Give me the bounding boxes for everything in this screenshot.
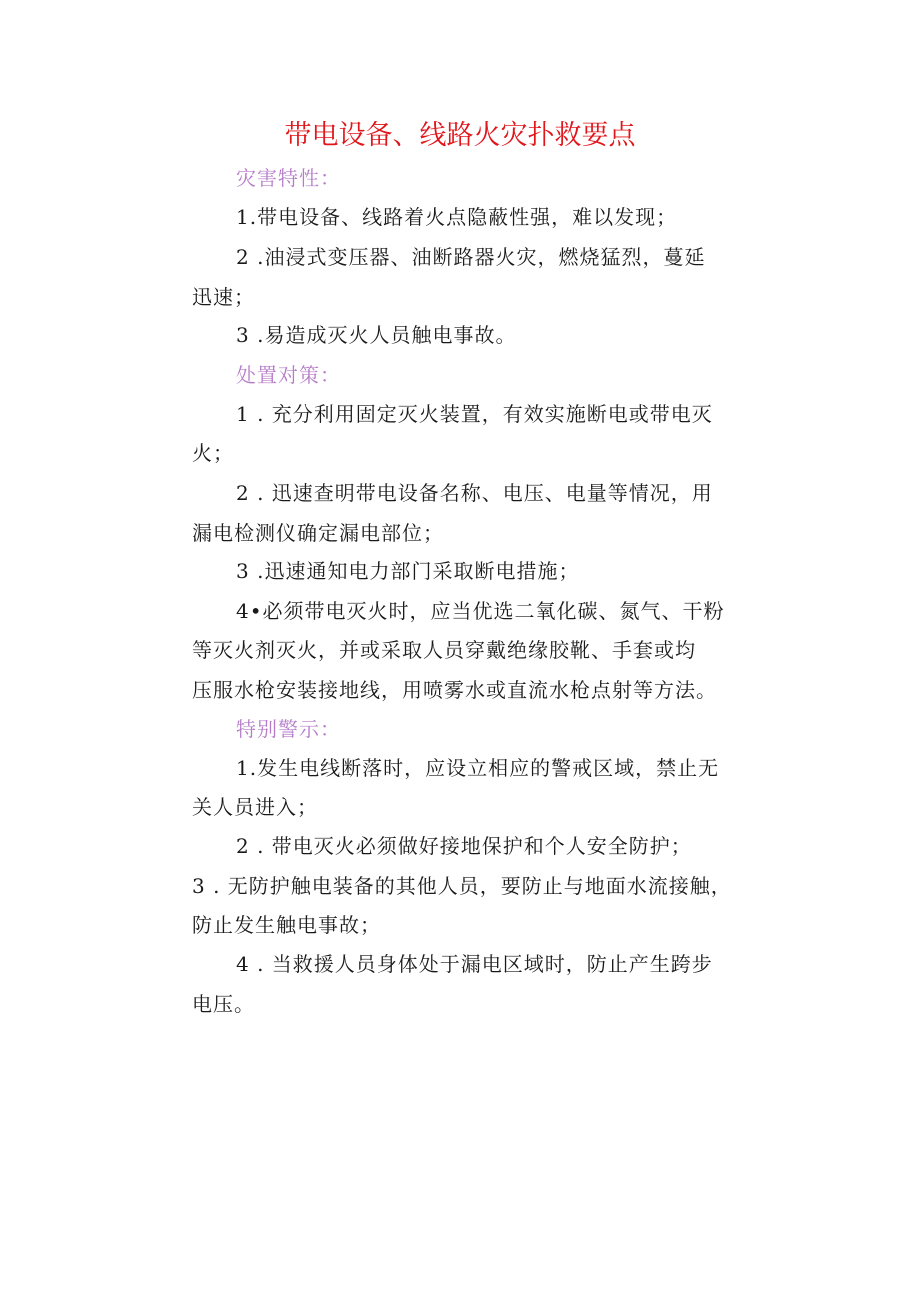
warning-item-4-cont: 电压。 [192,992,255,1016]
page-title: 带电设备、线路火灾扑救要点 [284,120,636,151]
measures-item-2: 2 . 迅速查明带电设备名称、电压、电量等情况，用 [236,481,713,505]
measures-item-4-cont-2: 压服水枪安装接地线，用喷雾水或直流水枪点射等方法。 [192,678,717,702]
warning-item-4: 4 . 当救援人员身体处于漏电区域时，防止产生跨步 [236,952,713,976]
warning-item-1: 1.发生电线断落时，应设立相应的警戒区域，禁止无 [236,756,720,780]
measures-item-4-cont-1: 等灭火剂灭火，并或采取人员穿戴绝缘胶靴、手套或均 [192,638,696,662]
measures-item-3: 3 .迅速通知电力部门采取断电措施； [236,559,580,583]
measures-item-1: 1 . 充分利用固定灭火装置，有效实施断电或带电灭 [236,402,713,426]
measures-item-2-cont: 漏电检测仪确定漏电部位； [192,521,444,545]
warning-item-2: 2 . 带电灭火必须做好接地保护和个人安全防护； [236,834,692,858]
measures-item-1-cont: 火； [192,441,234,465]
section-heading-measures: 处置对策： [236,363,341,387]
hazard-item-3: 3 .易造成灭火人员触电事故。 [236,323,517,347]
warning-item-3-cont: 防止发生触电事故； [192,913,381,937]
hazard-item-2-cont: 迅速； [192,285,255,309]
warning-item-3: 3 . 无防护触电装备的其他人员，要防止与地面水流接触， [192,874,732,898]
hazard-item-1: 1.带电设备、线路着火点隐蔽性强，难以发现； [236,205,678,229]
hazard-item-2: 2 .油浸式变压器、油断路器火灾，燃烧猛烈，蔓延 [236,245,706,269]
measures-item-4: 4•必须带电灭火时，应当优选二氧化碳、氮气、干粉 [236,599,725,623]
section-heading-warning: 特别警示： [236,717,341,741]
warning-item-1-cont: 关人员进入； [192,795,318,819]
section-heading-hazard: 灾害特性： [236,166,341,190]
